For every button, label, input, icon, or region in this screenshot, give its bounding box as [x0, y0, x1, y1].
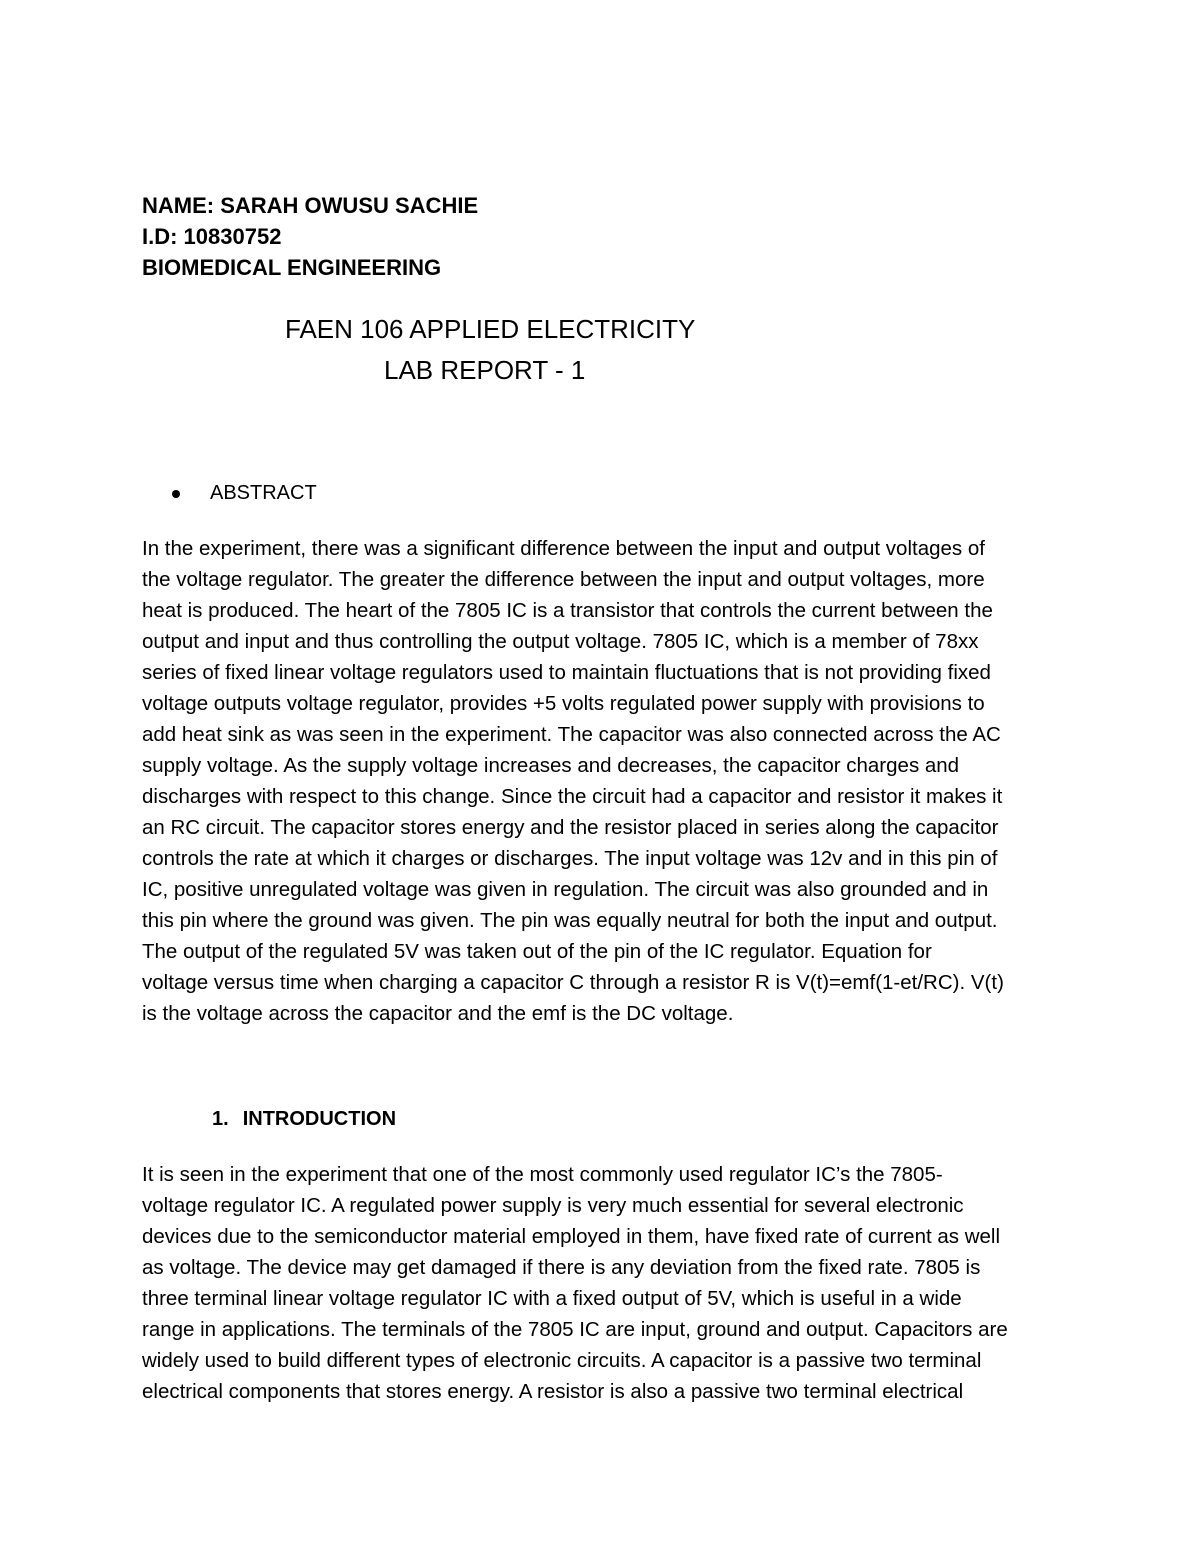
student-info	[142, 190, 478, 283]
abstract-line: The output of the regulated 5V was taken out of the pin of the IC regulator. Equation for	[142, 940, 932, 963]
report-title: LAB REPORT - 1	[384, 355, 586, 385]
bullet-icon	[172, 490, 180, 498]
abstract-line: voltage outputs voltage regulator, provides +5 volts regulated power supply with provisions to	[142, 692, 985, 715]
student-name: NAME: SARAH OWUSU SACHIE	[142, 193, 479, 218]
abstract-line: add heat sink as was seen in the experiment. The capacitor was also connected across the AC	[142, 723, 1001, 746]
introduction-line: It is seen in the experiment that one of the most commonly used regulator IC’s the 7805-	[142, 1163, 943, 1186]
introduction-line: widely used to build different types of electronic circuits. A capacitor is a passive two terminal	[142, 1349, 982, 1372]
introduction-line: three terminal linear voltage regulator IC with a fixed output of 5V, which is useful in a wide	[142, 1287, 962, 1310]
department: BIOMEDICAL ENGINEERING	[142, 255, 442, 280]
abstract-heading-text: ABSTRACT	[210, 482, 317, 504]
abstract-line: voltage versus time when charging a capacitor C through a resistor R is V(t)=emf(1-et/RC). V(t)	[142, 971, 1004, 994]
abstract-line: series of fixed linear voltage regulators used to maintain fluctuations that is not providing fixed	[142, 661, 991, 684]
introduction-paragraph	[142, 1159, 1072, 1407]
abstract-line: the voltage regulator. The greater the difference between the input and output voltages, more	[142, 568, 985, 591]
abstract-line: output and input and thus controlling the output voltage. 7805 IC, which is a member of 78xx	[142, 630, 979, 653]
abstract-line: controls the rate at which it charges or discharges. The input voltage was 12v and in this pin of	[142, 847, 998, 870]
introduction-line: voltage regulator IC. A regulated power supply is very much essential for several electronic	[142, 1194, 964, 1217]
introduction-heading	[212, 1108, 396, 1131]
abstract-line: is the voltage across the capacitor and the emf is the DC voltage.	[142, 1002, 734, 1025]
abstract-line: IC, positive unregulated voltage was given in regulation. The circuit was also grounded and in	[142, 878, 989, 901]
introduction-line: as voltage. The device may get damaged if there is any deviation from the fixed rate. 7805 is	[142, 1256, 981, 1279]
course-title: FAEN 106 APPLIED ELECTRICITY	[285, 314, 696, 344]
student-id: I.D: 10830752	[142, 224, 282, 249]
abstract-line: supply voltage. As the supply voltage increases and decreases, the capacitor charges and	[142, 754, 960, 777]
introduction-line: devices due to the semiconductor material employed in them, have fixed rate of current as well	[142, 1225, 1001, 1248]
introduction-line: electrical components that stores energy. A resistor is also a passive two terminal electrical	[142, 1380, 964, 1403]
abstract-heading	[172, 482, 317, 505]
abstract-line: In the experiment, there was a significant difference between the input and output voltages of	[142, 537, 985, 560]
abstract-line: this pin where the ground was given. The pin was equally neutral for both the input and output.	[142, 909, 998, 932]
introduction-heading-text: INTRODUCTION	[242, 1108, 397, 1130]
abstract-paragraph	[142, 533, 1072, 1029]
introduction-line: range in applications. The terminals of the 7805 IC are input, ground and output. Capacitors are	[142, 1318, 1008, 1341]
abstract-line: heat is produced. The heart of the 7805 IC is a transistor that controls the current between the	[142, 599, 993, 622]
section-number: 1.	[212, 1108, 229, 1130]
abstract-line: an RC circuit. The capacitor stores energy and the resistor placed in series along the capacitor	[142, 816, 999, 839]
abstract-line: discharges with respect to this change. Since the circuit had a capacitor and resistor it makes it	[142, 785, 1003, 808]
